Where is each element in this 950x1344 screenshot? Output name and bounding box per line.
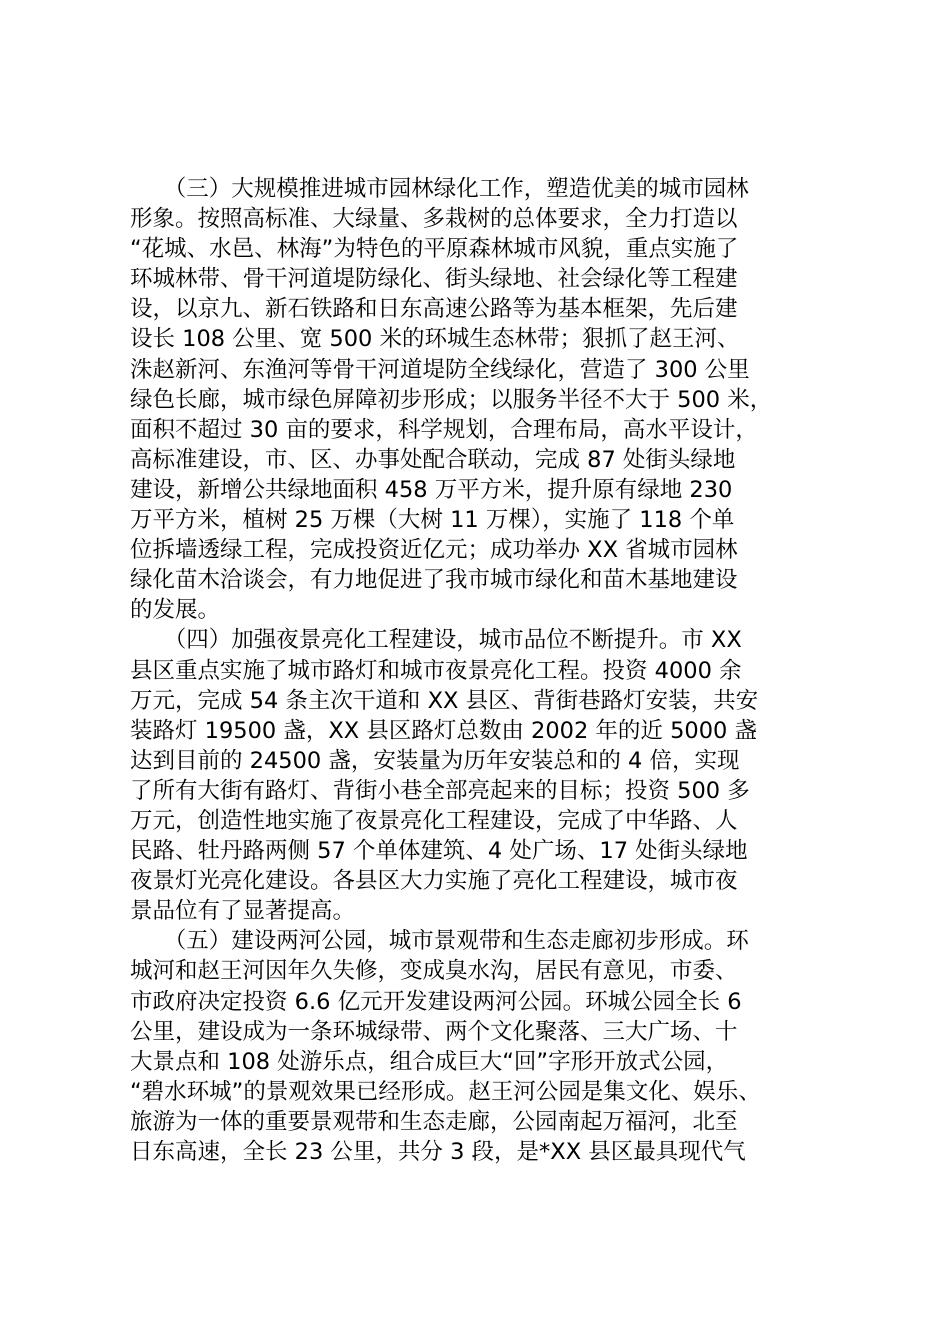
text-line: 达到目前的 24500 盏，安装量为历年安装总和的 4 倍，实现 [130,747,740,774]
text-line: 万元，创造性地实施了夜景亮化工程建设，完成了中华路、人 [130,807,738,834]
text-line: 城河和赵王河因年久失修，变成臭水沟，居民有意见，市委、 [130,958,738,985]
text-line: 洙赵新河、东渔河等骨干河道堤防全线绿化，营造了 300 公里 [130,356,750,383]
text-line: 旅游为一体的重要景观带和生态走廊，公园南起万福河，北至 [130,1108,738,1135]
text-line: 环城林带、骨干河道堤防绿化、街头绿地、社会绿化等工程建 [130,266,738,293]
document-page [130,174,850,1167]
text-line: 位拆墙透绿工程，完成投资近亿元；成功举办 XX 省城市园林 [130,537,738,564]
text-line: 绿化苗木洽谈会，有力地促进了我市城市绿化和苗木基地建设 [130,567,738,594]
text-line: 装路灯 19500 盏，XX 县区路灯总数由 2002 年的近 5000 盏 [130,717,757,744]
text-line: （三）大规模推进城市园林绿化工作，塑造优美的城市园林 [130,176,749,202]
text-line: 面积不超过 30 亩的要求，科学规划，合理布局，高水平设计， [130,416,758,443]
text-line: 景品位有了显著提高。 [130,898,356,925]
text-line: 公里，建设成为一条环城绿带、两个文化聚落、三大广场、十 [130,1018,738,1045]
text-line: （四）加强夜景亮化工程建设，城市品位不断提升。市 XX [130,627,742,654]
text-line: 日东高速，全长 23 公里，共分 3 段，是*XX 县区最具现代气 [130,1139,746,1165]
text-line: “花城、水邑、林海”为特色的平原森林城市风貌，重点实施了 [130,236,739,263]
text-line: 万平方米，植树 25 万棵（大树 11 万棵），实施了 118 个单 [130,507,735,534]
text-line: 民路、牡丹路两侧 57 个单体建筑、4 处广场、17 处街头绿地 [130,838,748,865]
text-line: 建设，新增公共绿地面积 458 万平方米，提升原有绿地 230 [130,476,733,503]
text-line: 设长 108 公里、宽 500 米的环城生态林带；狠抓了赵王河、 [130,326,740,353]
text-line: 市政府决定投资 6.6 亿元开发建设两河公园。环城公园全长 6 [130,988,742,1015]
text-line: “碧水环城”的景观效果已经形成。赵王河公园是集文化、娱乐、 [130,1078,761,1105]
text-line: 大景点和 108 处游乐点，组合成巨大“回”字形开放式公园， [130,1048,729,1075]
text-line: 县区重点实施了城市路灯和城市夜景亮化工程。投资 4000 余 [130,657,742,684]
text-line: 的发展。 [130,597,221,624]
text-line: 高标准建设，市、区、办事处配合联动，完成 87 处街头绿地 [130,446,736,473]
text-line: 形象。按照高标准、大绿量、多栽树的总体要求，全力打造以 [130,206,738,233]
text-line: 万元，完成 54 条主次干道和 XX 县区、背街巷路灯安装，共安 [130,687,759,714]
text-line: （五）建设两河公园，城市景观带和生态走廊初步形成。环 [130,928,749,955]
text-line: 夜景灯光亮化建设。各县区大力实施了亮化工程建设，城市夜 [130,868,738,895]
text-line: 绿色长廊，城市绿色屏障初步形成；以服务半径不大于 500 米， [130,386,773,413]
text-line: 了所有大街有路灯、背街小巷全部亮起来的目标；投资 500 多 [130,777,750,804]
text-line: 设，以京九、新石铁路和日东高速公路等为基本框架，先后建 [130,296,738,323]
